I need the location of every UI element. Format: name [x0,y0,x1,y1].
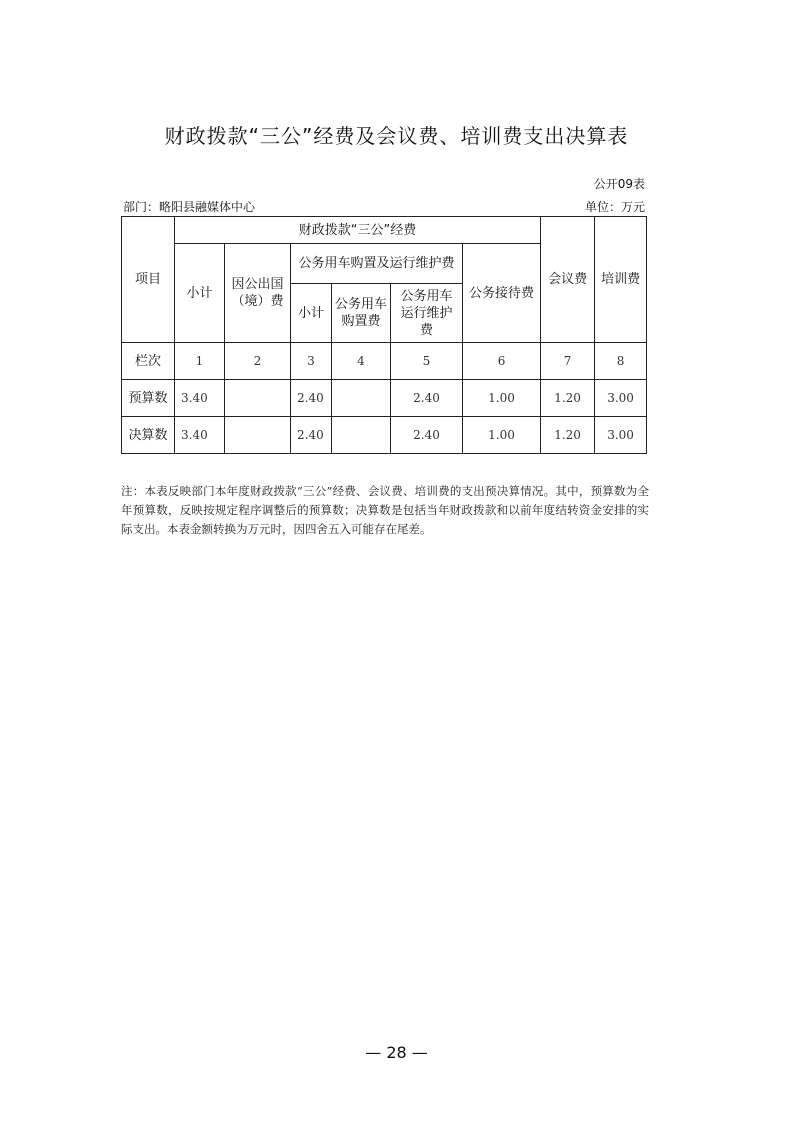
department-label: 部门：略阳县融媒体中心 [123,200,256,214]
table-cell [225,417,291,454]
header-vehicle: 公务用车购置及运行维护费 [291,244,463,284]
table-cell: 6 [463,343,541,380]
header-item: 项目 [122,217,175,343]
header-vehicle-operation-line2: 运行维护 [400,305,453,321]
row-label: 预算数 [122,380,175,417]
table-row [122,380,647,417]
header-abroad-line2: （境）费 [231,294,284,309]
table-cell: 8 [595,343,647,380]
header-vehicle-purchase-line2: 购置费 [341,314,381,329]
header-vehicle-purchase [332,284,391,343]
table-cell [332,380,391,417]
table-cell: 2.40 [291,417,332,454]
table-cell: 1 [175,343,225,380]
table-cell: 1.20 [541,380,595,417]
table-cell: 1.00 [463,380,541,417]
table-cell: 2.40 [291,380,332,417]
table-cell: 2 [225,343,291,380]
table-cell: 4 [332,343,391,380]
table-cell: 2.40 [391,417,463,454]
header-reception: 公务接待费 [463,244,541,343]
table-cell [225,380,291,417]
table-cell: 1.00 [463,417,541,454]
header-vehicle-purchase-line1: 公务用车 [334,297,387,312]
table-cell: 7 [541,343,595,380]
table-cell: 3.40 [175,417,225,454]
table-cell: 5 [391,343,463,380]
expense-table [121,216,647,454]
header-meeting: 会议费 [541,217,595,343]
table-row [122,343,647,380]
header-vehicle-operation-line3: 费 [419,322,433,338]
form-number: 公开09表 [593,177,645,191]
page-number: — 28 — [365,1043,428,1062]
table-cell: 3.40 [175,380,225,417]
header-vehicle-operation [391,284,463,343]
table-cell: 3 [291,343,332,380]
unit-label: 单位：万元 [584,200,645,214]
row-label: 栏次 [122,343,175,380]
header-abroad-line1: 因公出国 [231,277,284,292]
header-subtotal: 小计 [175,244,225,343]
header-abroad [225,244,291,343]
table-cell: 1.20 [541,417,595,454]
table-cell: 2.40 [391,380,463,417]
header-training: 培训费 [595,217,647,343]
table-cell: 3.00 [595,380,647,417]
header-sangong: 财政拨款“三公”经费 [175,217,541,244]
table-cell: 3.00 [595,417,647,454]
table-note: 注：本表反映部门本年度财政拨款“三公”经费、会议费、培训费的支出预决算情况。其中，预算数为全年预算数，反映按规定程序调整后的预算数；决算数是包括当年财政拨款和以前年度结转资金安排的实际支出。本表金额转换为万元时，因四舍五入可能存在尾差。 [121,484,649,536]
header-vehicle-subtotal: 小计 [291,284,332,343]
row-label: 决算数 [122,417,175,454]
page-title: 财政拨款“三公”经费及会议费、培训费支出决算表 [164,124,629,148]
table-cell [332,417,391,454]
header-vehicle-operation-line1: 公务用车 [400,288,453,304]
table-row [122,417,647,454]
